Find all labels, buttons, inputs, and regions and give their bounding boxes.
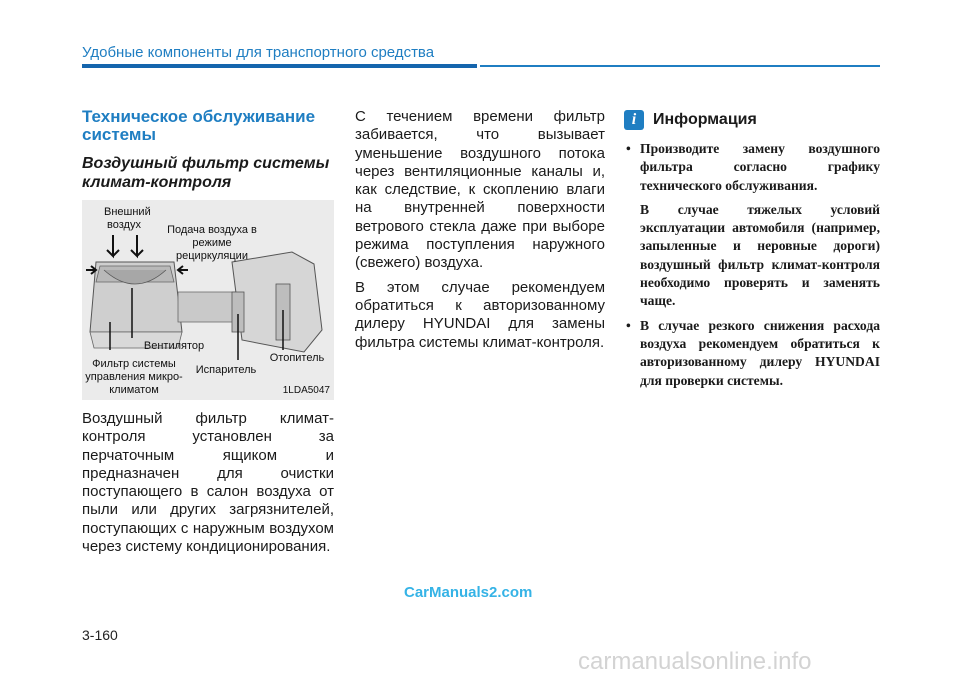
section-title: Техническое обслуживание системы [82,107,316,144]
middle-column [355,108,605,358]
subsection-title: Воздушный фильтр системы климат-контроля [82,155,330,191]
info-item-replace-schedule [624,140,880,311]
info-box [624,108,880,396]
info-item-text: В случае резкого снижения расхода воздуха рекомендуем обратиться к авторизованному дилеру HYUNDAI для проверки системы. [640,317,880,388]
info-icon: i [624,110,644,130]
info-title: Информация [653,111,757,128]
header-title: Удобные компоненты для транспортного средства [82,44,435,61]
header-rule-dark [82,64,477,68]
label-filter: Фильтр системы управления микро-климатом [85,358,183,396]
bullet: • [626,317,631,333]
filter-description: Воздушный фильтр климат-контроля установлен за перчаточным ящиком и предназначен для очистки поступающего в салон воздуха от пыли или других загрязнителей, поступающих с наружным воздухом через систему кондиционирования. [82,410,334,556]
label-heater: Отопитель [269,352,325,364]
label-evaporator: Испаритель [195,364,257,376]
info-item-extra: В случае тяжелых условий эксплуатации автомобиля (например, запыленные и неровные дороги) воздушный фильтр климат-контроля необходимо проверять и заменять чаще. [640,201,880,309]
info-item-text: Производите замену воздушного фильтра согласно графику технического обслуживания. [640,141,880,193]
label-fan: Вентилятор [143,340,205,352]
figure-code: 1LDA5047 [282,385,330,396]
dealer-paragraph: В этом случае рекомендуем обратиться к авторизованному дилеру HYUNDAI для замены фильтра системы климат-контроля. [355,278,605,351]
label-outside-air: Внешний воздух [104,206,151,231]
clogging-paragraph: С течением времени фильтр забивается, что вызывает уменьшение воздушного потока через вентиляционные каналы и, как следствие, к скоплению влаги на внутренней поверхности ветрового стекла даже при выборе режима поступления наружного (свежего) воздуха. [355,108,605,272]
info-header [624,110,880,130]
watermark-link[interactable]: CarManuals2.com [404,584,533,601]
bullet: • [626,141,631,156]
label-recirculation: Подача воздуха в режиме рециркуляции [167,224,257,262]
info-list [624,140,880,390]
page-number: 3-160 [82,627,118,643]
left-column [82,108,334,562]
air-filter-diagram [82,200,334,400]
info-item-airflow [624,317,880,390]
header-rule-light [480,65,880,67]
footer-watermark: carmanualsonline.info [578,648,812,675]
